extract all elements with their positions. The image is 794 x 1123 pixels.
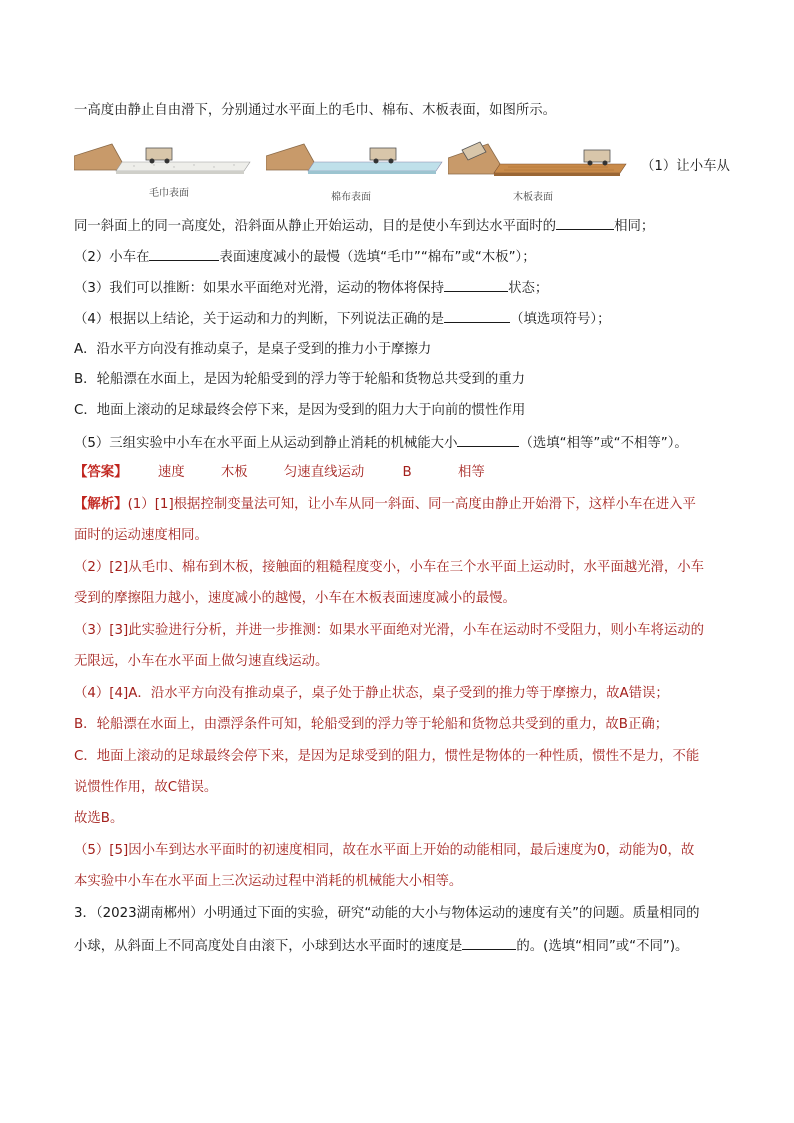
- q5-text-b: （选填“相等”或“不相等”）。: [519, 436, 688, 451]
- analysis-p1b: 面时的运动速度相同。: [74, 528, 208, 543]
- q2-text-a: （2）小车在: [74, 250, 150, 265]
- analysis-p3b: 无限远，小车在水平面上做匀速直线运动。: [74, 654, 329, 669]
- q1-text-a: 同一斜面上的同一高度处，沿斜面从静止开始运动，目的是使小车到达水平面时的: [74, 219, 557, 234]
- answer-item: 相等: [457, 465, 485, 480]
- analysis-p4a: （4）[4]A．沿水平方向没有推动桌子，桌子处于静止状态，桌子受到的推力等于摩擦力，故A错误；: [74, 686, 669, 701]
- q3next-line1: 3．（2023湖南郴州）小明通过下面的实验，研究“动能的大小与物体运动的速度有关”的问题。质量相同的: [74, 906, 700, 921]
- analysis-label: 【解析】: [74, 497, 128, 512]
- q5-blank[interactable]: [457, 432, 519, 447]
- wood-surface-figure: [448, 138, 628, 176]
- analysis-p5b: 本实验中小车在水平面上三次运动过程中消耗的机械能大小相等。: [74, 874, 463, 889]
- q3-text-b: 状态；: [508, 281, 549, 296]
- analysis-p1a: [74, 495, 696, 515]
- analysis-p5a: （5）[5]因小车到达水平面时的初速度相同，故在水平面上开始的动能相同，最后速度为0，动能为0，故: [74, 843, 695, 858]
- option-b: B．轮船漂在水面上，是因为轮船受到的浮力等于轮船和货物总共受到的重力: [74, 372, 526, 387]
- q1-tail: （1）让小车从: [641, 159, 730, 174]
- answer-line: [74, 463, 485, 483]
- cotton-surface-figure: [266, 138, 444, 174]
- q3next-text-a: 小球，从斜面上不同高度处自由滚下，小球到达水平面时的速度是: [74, 939, 463, 954]
- analysis-p4b: B．轮船漂在水面上，由漂浮条件可知，轮船受到的浮力等于轮船和货物总共受到的重力，故B正确；: [74, 717, 669, 732]
- analysis-text: (1）[1]根据控制变量法可知，让小车从同一斜面、同一高度由静止开始滑下，这样小车在进入平: [127, 497, 696, 512]
- q2-blank[interactable]: [149, 246, 219, 261]
- analysis-p4d: 说惯性作用，故C错误。: [74, 780, 218, 795]
- answer-item: 速度: [157, 465, 185, 480]
- towel-caption: 毛巾表面: [149, 188, 189, 199]
- q4-text-a: （4）根据以上结论，关于运动和力的判断，下列说法正确的是: [74, 312, 445, 327]
- q3next-blank[interactable]: [462, 935, 516, 950]
- q3-text-a: （3）我们可以推断：如果水平面绝对光滑，运动的物体将保持: [74, 281, 445, 296]
- q4-line: [74, 308, 611, 330]
- analysis-p2a: （2）[2]从毛巾、棉布到木板，接触面的粗糙程度变小，小车在三个水平面上运动时，水平面越光滑，小车: [74, 560, 705, 575]
- answer-item: B: [402, 465, 412, 480]
- q3next-line2: [74, 935, 688, 957]
- wood-caption: 木板表面: [513, 192, 553, 203]
- analysis-p4e: 故选B。: [74, 811, 124, 826]
- q4-text-b: （填选项符号）；: [510, 312, 611, 327]
- analysis-p3a: （3）[3]此实验进行分析，并进一步推测：如果水平面绝对光滑，小车在运动时不受阻力，则小车将运动的: [74, 623, 705, 638]
- option-a: A．沿水平方向没有推动桌子，是桌子受到的推力小于摩擦力: [74, 342, 432, 357]
- q3-blank[interactable]: [444, 277, 508, 292]
- q5-line: [74, 432, 688, 454]
- towel-surface-figure: [74, 138, 252, 174]
- q3-line: [74, 277, 548, 299]
- answer-item: 匀速直线运动: [283, 465, 365, 480]
- intro-line: 一高度由静止自由滑下，分别通过水平面上的毛巾、棉布、木板表面，如图所示。: [74, 103, 557, 118]
- q2-text-b: 表面速度减小的最慢（选填“毛巾”“棉布”或“木板”）；: [219, 250, 536, 265]
- q2-line: [74, 246, 536, 268]
- q3next-text-b: 的。(选填“相同”或“不同”)。: [516, 939, 689, 954]
- q1-blank[interactable]: [556, 215, 614, 230]
- q5-text-a: （5）三组实验中小车在水平面上从运动到静止消耗的机械能大小: [74, 436, 458, 451]
- q4-blank[interactable]: [444, 308, 510, 323]
- analysis-p4c: C．地面上滚动的足球最终会停下来，是因为足球受到的阻力，惯性是物体的一种性质，惯性不是力，不能: [74, 749, 700, 764]
- option-c: C．地面上滚动的足球最终会停下来，是因为受到的阻力大于向前的惯性作用: [74, 403, 526, 418]
- answer-item: 木板: [220, 465, 248, 480]
- q1-text-b: 相同；: [614, 219, 655, 234]
- q1-line2: [74, 215, 654, 237]
- answer-label: 【答案】: [74, 465, 128, 480]
- cotton-caption: 棉布表面: [331, 192, 371, 203]
- analysis-p2b: 受到的摩擦阻力越小，速度减小的越慢，小车在木板表面速度减小的最慢。: [74, 591, 516, 606]
